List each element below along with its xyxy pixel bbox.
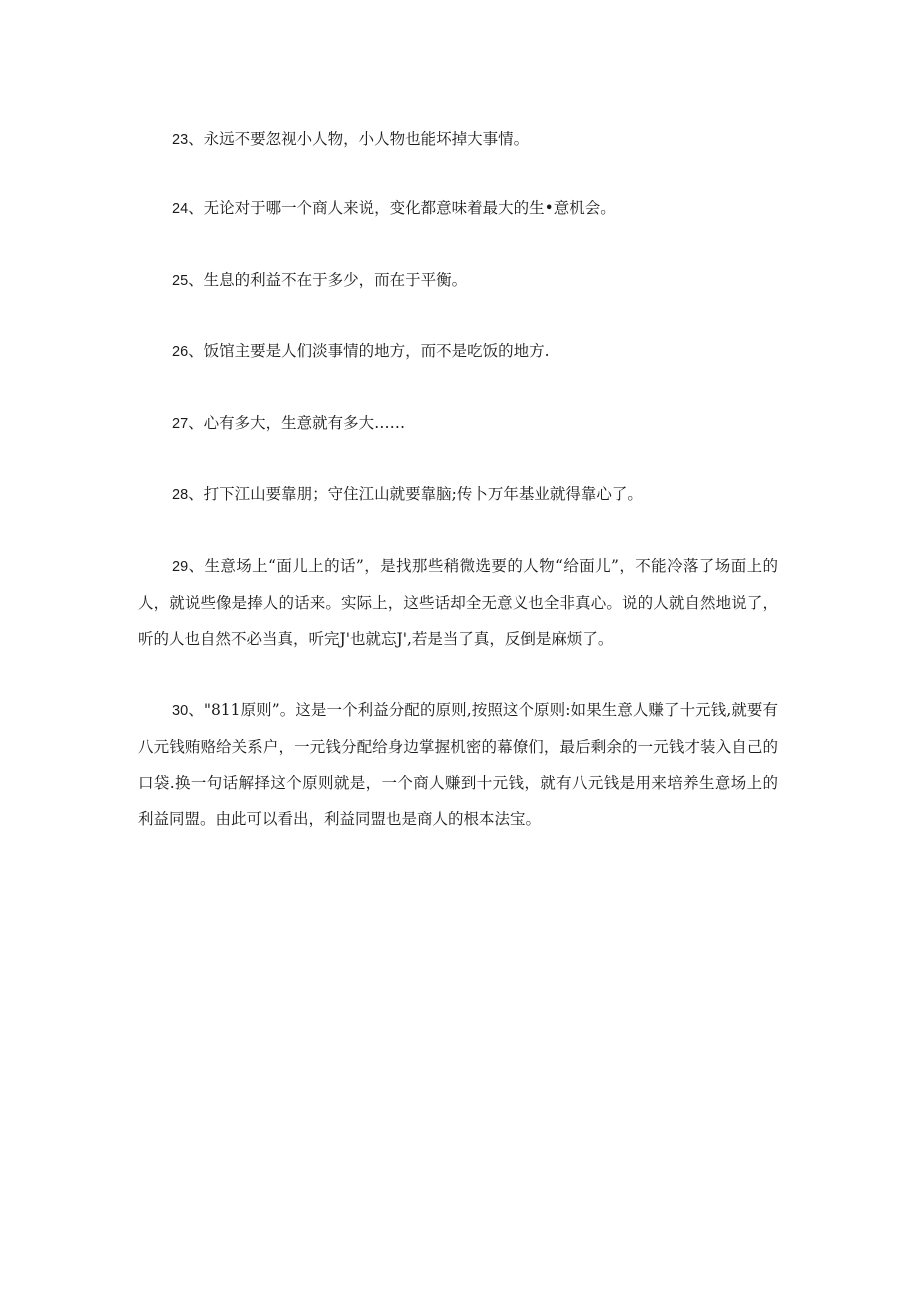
quote-text: 打下江山要靠朋；守住江山就要靠脑;传卜万年基业就得靠心了。 [203, 485, 643, 503]
quote-number: 24 [172, 201, 189, 217]
quote-number: 30 [172, 703, 189, 719]
quote-separator: 、 [188, 271, 204, 289]
quote-text: 永远不要忽视小人物，小人物也能坏掉大事情。 [203, 130, 530, 148]
quote-text: 心有多大，生意就有多大…… [203, 414, 406, 432]
quote-number: 27 [172, 416, 189, 432]
quote-separator: 、 [188, 130, 204, 148]
quote-text: "811原则”。这是一个利益分配的原则,按照这个原则:如果生意人赚了十元钱,就要有八元钱贿赂给关系户，一元钱分配给身边掌握机密的幕僚们，最后剩余的一元钱才装入自己的口袋.换一句话解择这个原则就是，一个商人赚到十元钱，就有八元钱是用来培养生意场上的利益同盟。由此可以看出，利益同盟也是商人的根本法宝。 [138, 701, 778, 828]
quote-separator: 、 [188, 199, 204, 217]
quote-27 [138, 405, 812, 442]
quote-29 [138, 548, 778, 657]
quote-separator: 、 [188, 701, 204, 719]
quote-text: 饭馆主要是人们淡事情的地方，而不是吃饭的地方. [203, 342, 550, 360]
quote-24 [138, 190, 812, 227]
quote-30 [138, 692, 778, 837]
quote-number: 29 [172, 559, 189, 575]
quote-number: 23 [172, 132, 189, 148]
quote-23 [138, 121, 812, 158]
quote-separator: 、 [188, 557, 205, 575]
quote-separator: 、 [188, 485, 204, 503]
quote-text: 无论对于哪一个商人来说，变化都意味着最大的生•意机会。 [203, 199, 616, 217]
quote-number: 25 [172, 273, 189, 289]
quote-number: 28 [172, 487, 189, 503]
quote-text: 生意场上“面儿上的话”，是找那些稍微选要的人物“给面儿”，不能冷落了场面上的人，就说些像是捧人的话来。实际上，这些话却全无意义也全非真心。说的人就自然地说了，听的人也自然不必当真，听完J'也就忘J',若是当了真，反倒是麻烦了。 [138, 557, 778, 648]
quote-text: 生息的利益不在于多少，而在于平衡。 [203, 271, 468, 289]
quote-26 [138, 333, 812, 370]
quote-number: 26 [172, 344, 189, 360]
quote-28 [138, 476, 812, 513]
quote-separator: 、 [188, 342, 204, 360]
quote-separator: 、 [188, 414, 204, 432]
quote-25 [138, 262, 812, 299]
